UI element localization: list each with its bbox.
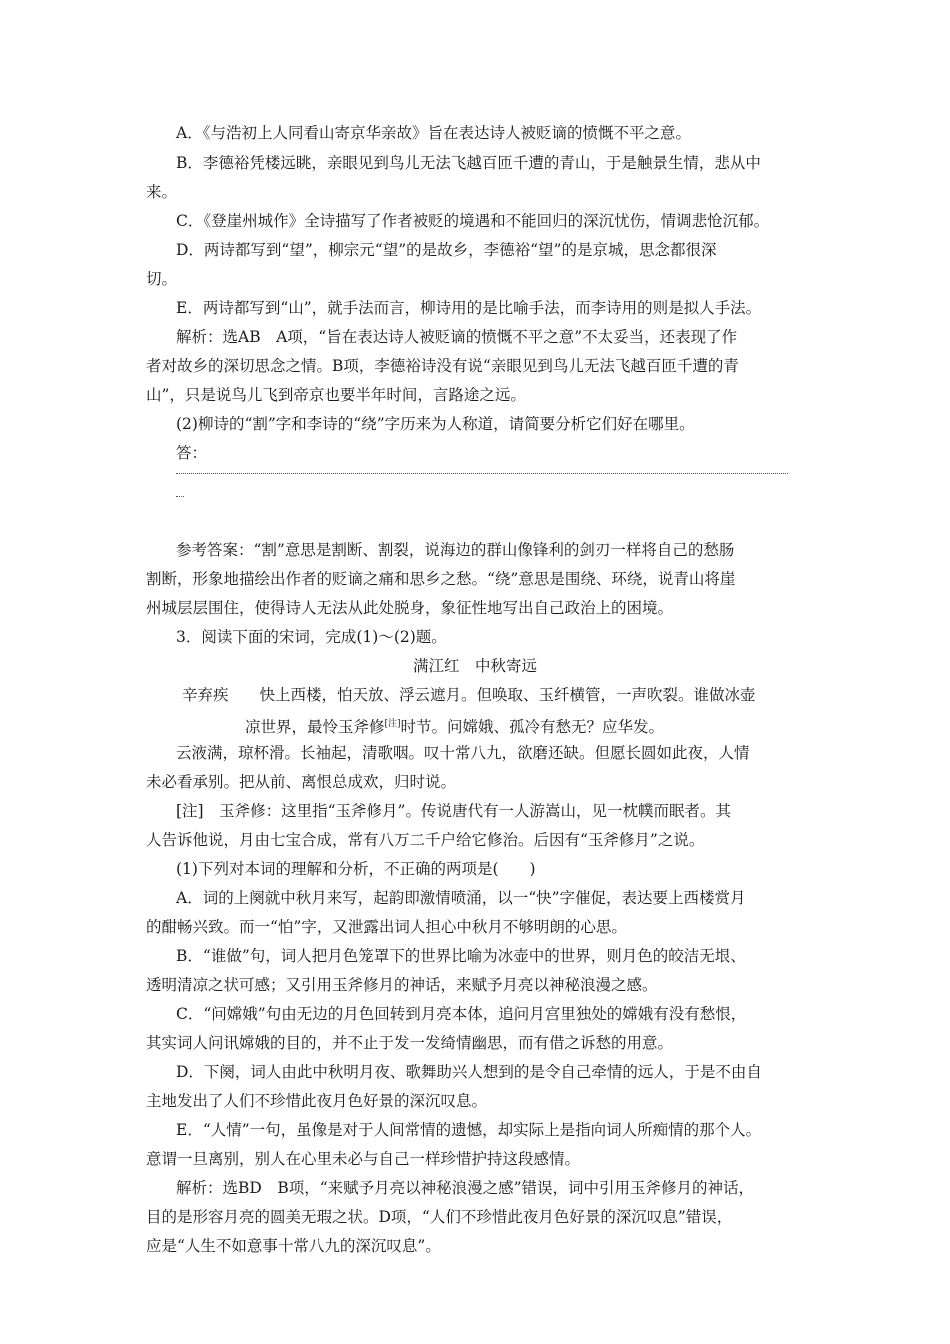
option-b: B．“谁做”句，词人把月色笼罩下的世界比喻为冰壶中的世界，则月色的皎洁无垠、 <box>176 947 746 965</box>
option-c: C．《登崖州城作》全诗描写了作者被贬的境遇和不能回归的深沉忧伤，情调悲怆沉郁。 <box>176 212 770 230</box>
reference-answer-cont: 割断，形象地描绘出作者的贬谪之痛和思乡之愁。“绕”意思是围绕、环绕，说青山将崖 <box>146 570 736 588</box>
option-c: C．“问嫦娥”句由无边的月色回转到月亮本体，追问月宫里独处的嫦娥有没有愁恨， <box>176 1005 747 1023</box>
poem-text: 时节。问嫦娥、孤冷有愁无？应华发。 <box>400 718 665 736</box>
option-b: B．李德裕凭楼远眺，亲眼见到鸟儿无法飞越百匝千遭的青山，于是触景生情，悲从中 <box>176 154 761 172</box>
option-a: A．词的上阕就中秋月来写，起韵即激情喷涌，以一“快”字催促，表达要上西楼赏月 <box>176 889 746 907</box>
analysis: 解析：选BD B项，“来赋予月亮以神秘浪漫之感”错误，词中引用玉斧修月的神话， <box>176 1179 755 1197</box>
option-d: D．下阕，词人由此中秋明月夜、歌舞助兴人想到的是令自己牵情的远人，于是不由自 <box>176 1063 762 1081</box>
option-b-cont: 透明清凉之状可感；又引用玉斧修月的神话，来赋予月亮以神秘浪漫之感。 <box>146 976 658 994</box>
poem-line: 辛弃疾 快上西楼，怕天放、浮云遮月。但唤取、玉纤横管，一声吹裂。谁做冰壶 <box>182 686 756 704</box>
option-e-cont: 意谓一旦离别，别人在心里未必与自己一样珍惜护持这段感情。 <box>146 1150 581 1168</box>
poem-line <box>245 714 664 737</box>
option-d-cont: 主地发出了人们不珍惜此夜月色好景的深沉叹息。 <box>146 1092 488 1110</box>
answer-line <box>176 473 788 474</box>
poem-note-cont: 人告诉他说，月由七宝合成，常有八万二千户给它修治。后因有“玉斧修月”之说。 <box>146 831 705 849</box>
option-e: E．两诗都写到“山”，就手法而言，柳诗用的是比喻手法，而李诗用的则是拟人手法。 <box>176 299 762 317</box>
answer-label: 答： <box>176 444 208 462</box>
reference-answer: 参考答案：“割”意思是割断、割裂，说海边的群山像锋利的剑刃一样将自己的愁肠 <box>176 541 735 559</box>
poem-title: 满江红 中秋寄远 <box>412 657 537 675</box>
option-a-cont: 的酣畅兴致。而一“怕”字，又泄露出词人担心中秋月不够明朗的心思。 <box>146 918 627 936</box>
poem-text: 凉世界，最怜玉斧修 <box>245 718 385 736</box>
analysis: 解析：选AB A项，“旨在表达诗人被贬谪的愤慨不平之意”不太妥当，还表现了作 <box>176 328 738 346</box>
option-e: E．“人情”一句，虽像是对于人间常情的遗憾，却实际上是指向词人所痴情的那个人。 <box>176 1121 762 1139</box>
answer-line-end <box>176 496 184 497</box>
option-b-cont: 来。 <box>146 183 178 201</box>
question-3-1: (1)下列对本词的理解和分析，不正确的两项是( ) <box>176 860 536 878</box>
note-marker: [注] <box>384 719 401 729</box>
analysis-cont: 山”，只是说鸟儿飞到帝京也要半年时间，言路途之远。 <box>146 386 526 404</box>
option-a: A．《与浩初上人同看山寄京华亲故》旨在表达诗人被贬谪的愤慨不平之意。 <box>176 124 691 142</box>
question-3: 3．阅读下面的宋词，完成(1)～(2)题。 <box>176 628 447 646</box>
reference-answer-cont: 州城层层围住，使得诗人无法从此处脱身，象征性地写出自己政治上的困境。 <box>146 599 674 617</box>
option-c-cont: 其实词人问讯嫦娥的目的，并不止于发一发绮情幽思，而有借之诉愁的用意。 <box>146 1034 674 1052</box>
option-d-cont: 切。 <box>146 270 178 288</box>
poem-line: 未必看承别。把从前、离恨总成欢，归时说。 <box>146 773 457 791</box>
poem-line: 云液满，琼杯滑。长袖起，清歌咽。叹十常八九，欲磨还缺。但愿长圆如此夜，人情 <box>176 744 750 762</box>
analysis-cont: 应是“人生不如意事十常八九的深沉叹息”。 <box>146 1237 441 1255</box>
question-2: (2)柳诗的“割”字和李诗的“绕”字历来为人称道，请简要分析它们好在哪里。 <box>176 415 695 433</box>
poem-note: [注] 玉斧修：这里指“玉斧修月”。传说唐代有一人游嵩山，见一枕幞而眠者。其 <box>176 802 731 820</box>
analysis-cont: 目的是形容月亮的圆美无瑕之状。D项，“人们不珍惜此夜月色好景的深沉叹息”错误， <box>146 1208 733 1226</box>
analysis-cont: 者对故乡的深切思念之情。B项，李德裕诗没有说“亲眼见到鸟儿无法飞越百匝千遭的青 <box>146 357 739 375</box>
option-d: D．两诗都写到“望”，柳宗元“望”的是故乡，李德裕“望”的是京城，思念都很深 <box>176 241 717 259</box>
